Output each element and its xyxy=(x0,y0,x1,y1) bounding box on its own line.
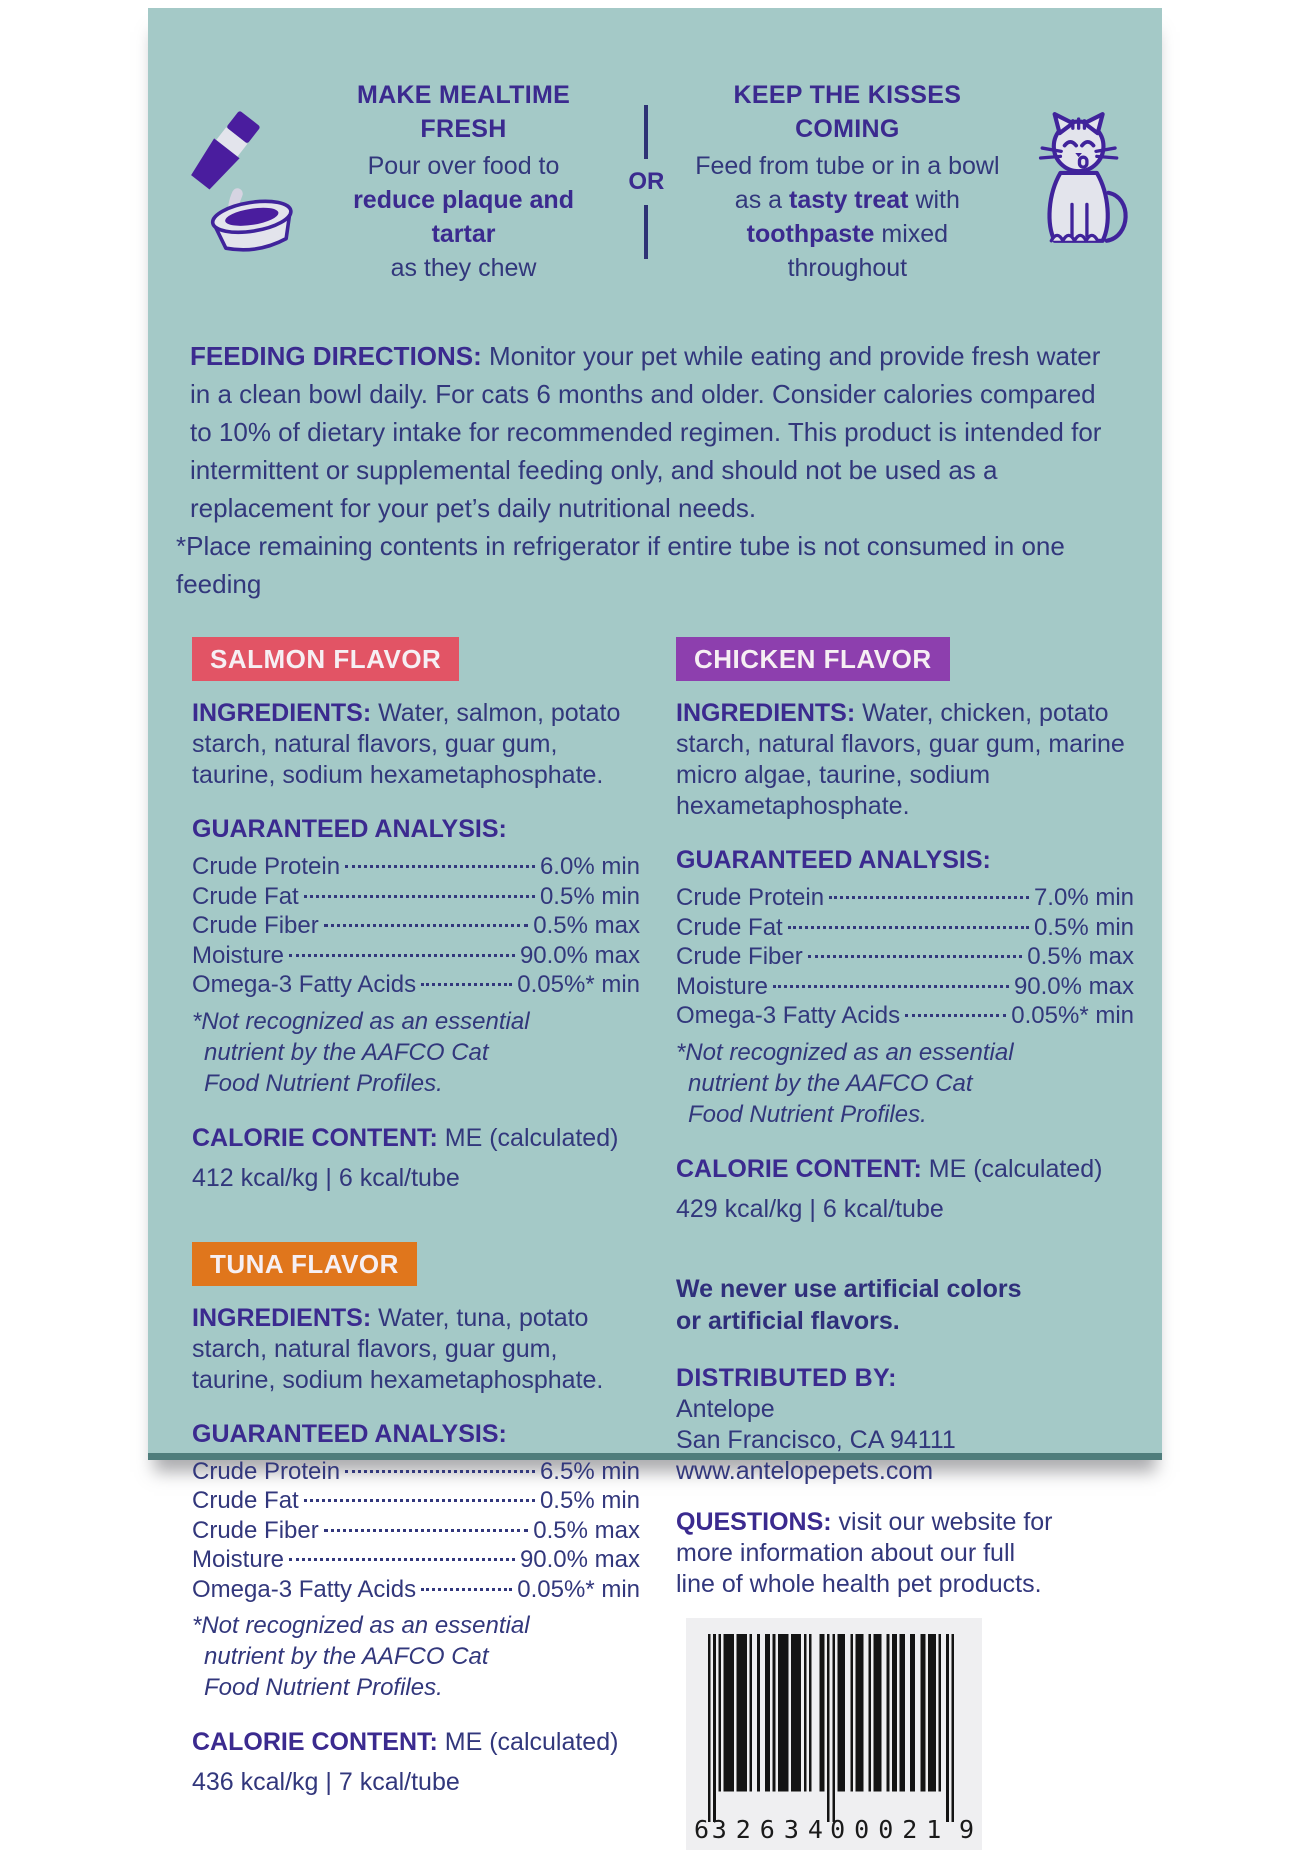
banner-left-line1: Pour over food to xyxy=(367,152,560,180)
chicken-flavor-badge: CHICKEN FLAVOR xyxy=(676,637,950,681)
questions-label: QUESTIONS: xyxy=(676,1507,832,1536)
analysis-row: Omega-3 Fatty Acids 0.05%* min xyxy=(192,971,640,998)
chicken-aafco-footnote: *Not recognized as an essential nutrient by the AAFCO Cat Food Nutrient Profiles. xyxy=(676,1038,1014,1128)
analysis-row: Crude Protein 6.5% min xyxy=(192,1457,640,1485)
tuna-calorie-content: CALORIE CONTENT: ME (calculated) 436 kcal/kg | 7 kcal/tube xyxy=(192,1727,640,1798)
banner-left-title: MAKE MEALTIME FRESH xyxy=(356,81,571,143)
feeding-directions-note: *Place remaining contents in refrigerator if entire tube is not consumed in one feeding xyxy=(176,531,1065,599)
distributed-by-block xyxy=(676,1363,1134,1487)
top-banner xyxy=(148,8,1162,285)
dotted-leader xyxy=(304,895,535,898)
analysis-row: Moisture 90.0% max xyxy=(192,941,640,969)
tuna-ingredients: INGREDIENTS: Water, tuna, potato starch, natural flavors, guar gum, taurine, sodium hexametaphosphate. xyxy=(192,1303,604,1394)
salmon-aafco-footnote: *Not recognized as an essential nutrient by the AAFCO Cat Food Nutrient Profiles. xyxy=(192,1007,530,1097)
analysis-row: Crude Fiber 0.5% max xyxy=(676,943,1134,970)
no-artificial-statement: We never use artificial colors or artificial flavors. xyxy=(676,1274,1022,1335)
banner-right-message xyxy=(692,78,1002,285)
tube-pouring-into-bowl-icon xyxy=(188,102,305,262)
tuna-calorie-values: 436 kcal/kg | 7 kcal/tube xyxy=(192,1768,460,1796)
salmon-calorie-content: CALORIE CONTENT: ME (calculated) 412 kcal/kg | 6 kcal/tube xyxy=(192,1123,640,1194)
salmon-flavor-section xyxy=(192,637,640,1194)
banner-right-line3: toothpaste mixed throughout xyxy=(746,220,949,282)
right-column xyxy=(676,637,1134,1850)
chicken-calorie-values: 429 kcal/kg | 6 kcal/tube xyxy=(676,1194,944,1223)
banner-right-title: KEEP THE KISSES COMING xyxy=(733,81,962,143)
happy-cat-icon xyxy=(1024,103,1132,261)
barcode-digits-right: 00021 xyxy=(830,1814,951,1844)
distributor-name: Antelope xyxy=(676,1394,775,1423)
salmon-ingredients: INGREDIENTS: Water, salmon, potato starch, natural flavors, guar gum, taurine, sodium hexametaphosphate. xyxy=(192,699,621,789)
package-back-panel xyxy=(148,8,1162,1844)
chicken-calorie-content: CALORIE CONTENT: ME (calculated) 429 kcal/kg | 6 kcal/tube xyxy=(676,1154,1134,1225)
banner-left-line3: as they chew xyxy=(390,254,537,282)
feeding-directions-label: FEEDING DIRECTIONS: xyxy=(190,341,482,371)
analysis-row: Crude Fat 0.5% min xyxy=(192,882,640,910)
analysis-row: Crude Fiber 0.5% max xyxy=(192,1516,640,1544)
tuna-analysis-heading: GUARANTEED ANALYSIS: xyxy=(192,1419,507,1448)
distributor-website: www.antelopepets.com xyxy=(676,1456,934,1485)
banner-left-line2: reduce plaque and tartar xyxy=(353,186,574,248)
barcode-digit-last: 9 xyxy=(958,1814,974,1844)
tuna-flavor-section xyxy=(192,1242,640,1799)
analysis-row: Moisture 90.0% max xyxy=(676,972,1134,1000)
dotted-leader xyxy=(324,924,529,927)
dotted-leader xyxy=(905,1014,1006,1017)
dotted-leader xyxy=(289,954,515,957)
or-divider xyxy=(628,105,664,259)
distributed-by-label: DISTRIBUTED BY: xyxy=(676,1363,897,1392)
analysis-row: Omega-3 Fatty Acids 0.05%* min xyxy=(676,1002,1134,1029)
dotted-leader xyxy=(345,1470,535,1473)
divider-line-bottom xyxy=(644,205,648,259)
analysis-row: Crude Protein 6.0% min xyxy=(192,853,640,880)
feeding-directions xyxy=(176,337,1122,603)
analysis-row: Moisture 90.0% max xyxy=(192,1546,640,1573)
dotted-leader xyxy=(829,896,1029,899)
dotted-leader xyxy=(421,1588,512,1591)
distributor-city: San Francisco, CA 94111 xyxy=(676,1425,956,1454)
banner-right-line2: as a tasty treat with xyxy=(734,186,960,214)
dotted-leader xyxy=(324,1529,529,1532)
dotted-leader xyxy=(289,1558,515,1561)
feeding-directions-text: Monitor your pet while eating and provide fresh water in a clean bowl daily. For cats 6 months and older. Consider calories compared to 10% of dietary intake for recommended regimen. This product is intended for intermittent or supplemental feeding only, and should not be used as a replacement for your pet’s daily nutritional needs. xyxy=(190,341,1102,523)
questions-block xyxy=(676,1507,1056,1600)
barcode-digits-left: 32634 xyxy=(711,1814,832,1844)
salmon-calorie-values: 412 kcal/kg | 6 kcal/tube xyxy=(192,1163,460,1192)
analysis-row: Crude Fiber 0.5% max xyxy=(192,912,640,939)
chicken-flavor-section xyxy=(676,637,1134,1225)
tuna-analysis-table xyxy=(192,1457,640,1605)
salmon-flavor-badge: SALMON FLAVOR xyxy=(192,637,459,681)
label-columns xyxy=(148,637,1162,1850)
chicken-ingredients: INGREDIENTS: Water, chicken, potato starch, natural flavors, guar gum, marine micro algae, taurine, sodium hexametaphosphate. xyxy=(676,699,1125,820)
barcode-bars xyxy=(708,1634,954,1822)
or-label: OR xyxy=(628,167,665,195)
dotted-leader xyxy=(788,926,1029,929)
salmon-analysis-heading: GUARANTEED ANALYSIS: xyxy=(192,815,507,843)
divider-line-top xyxy=(644,105,648,159)
barcode-digit-first: 6 xyxy=(694,1814,710,1844)
salmon-analysis-table xyxy=(192,852,640,1000)
chicken-analysis-heading: GUARANTEED ANALYSIS: xyxy=(676,846,991,874)
tuna-aafco-footnote: *Not recognized as an essential nutrient by the AAFCO Cat Food Nutrient Profiles. xyxy=(192,1612,530,1701)
chicken-analysis-table xyxy=(676,883,1134,1031)
dotted-leader xyxy=(773,985,1009,988)
upc-barcode xyxy=(686,1618,982,1850)
banner-left-message xyxy=(327,78,601,285)
analysis-row: Crude Protein 7.0% min xyxy=(676,884,1134,911)
dotted-leader xyxy=(304,1499,535,1502)
questions-text: visit our website for more information about our full line of whole health pet products. xyxy=(676,1507,1053,1598)
dotted-leader xyxy=(421,983,512,986)
banner-right-line1: Feed from tube or in a bowl xyxy=(695,152,1000,180)
analysis-row: Crude Fat 0.5% min xyxy=(676,913,1134,941)
analysis-row: Crude Fat 0.5% min xyxy=(192,1487,640,1514)
dotted-leader xyxy=(808,955,1023,958)
analysis-row: Omega-3 Fatty Acids 0.05%* min xyxy=(192,1575,640,1603)
left-column xyxy=(192,637,640,1850)
dotted-leader xyxy=(345,865,535,868)
tuna-flavor-badge: TUNA FLAVOR xyxy=(192,1242,417,1286)
